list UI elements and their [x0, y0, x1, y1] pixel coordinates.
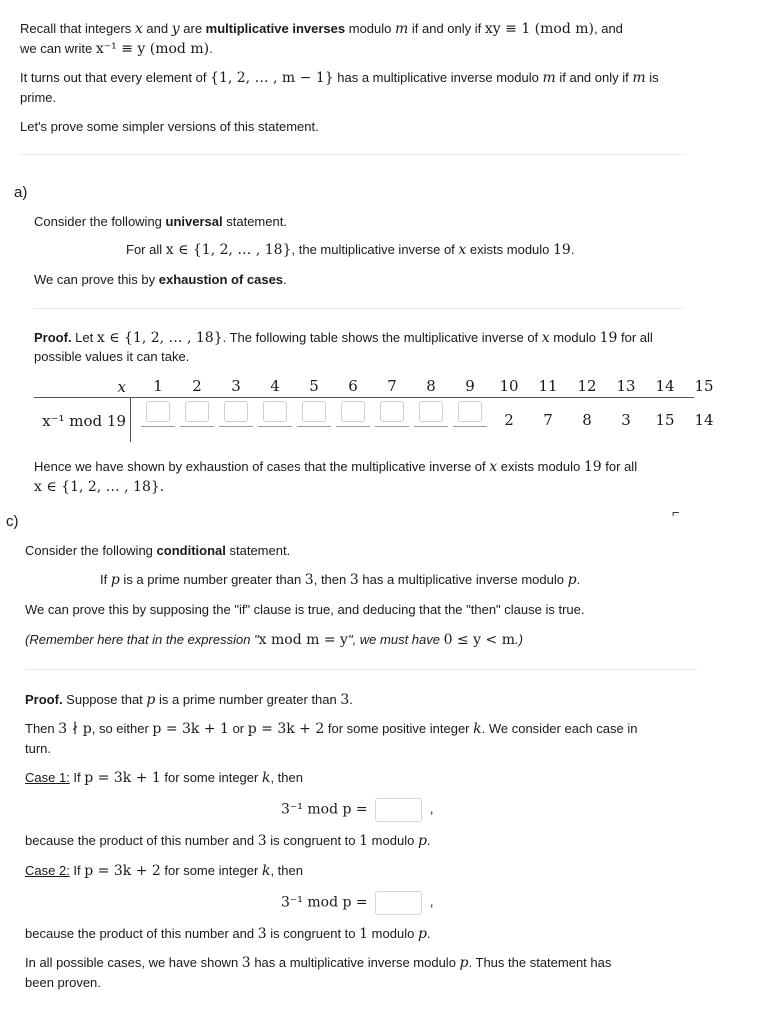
part-a-proof-line-2: possible values it can take. — [34, 349, 190, 364]
case-1-line: Case 1: If p = 3k + 1 for some integer k, then — [25, 770, 303, 786]
part-c-then-line-2: turn. — [25, 741, 52, 756]
table-x-value: 5 — [309, 377, 319, 395]
intro-line-2: we can write x⁻¹ ≡ y (mod m). — [20, 41, 213, 57]
table-x-value: 10 — [499, 377, 519, 395]
divider — [25, 669, 697, 670]
input-underline — [414, 426, 448, 427]
part-c-consider: Consider the following conditional statement. — [25, 543, 291, 558]
input-underline — [219, 426, 253, 427]
table-x-value: 2 — [192, 377, 202, 395]
case-1-expression: 3⁻¹ mod p = , — [281, 798, 434, 822]
input-underline — [336, 426, 370, 427]
table-x-value: 3 — [231, 377, 241, 395]
table-x-value: 1 — [153, 377, 163, 395]
part-c-label: c) — [6, 513, 19, 530]
divider — [20, 154, 685, 155]
case-2-because: because the product of this number and 3 is congruent to 1 modulo p. — [25, 926, 431, 942]
case-1-answer-input[interactable] — [375, 798, 422, 822]
case-2-answer-input[interactable] — [375, 891, 422, 915]
input-underline — [180, 426, 214, 427]
table-x-value: 9 — [465, 377, 475, 395]
part-a-statement: For all x ∈ {1, 2, … , 18}, the multiplicative inverse of x exists modulo 19. — [126, 242, 575, 258]
input-underline — [258, 426, 292, 427]
inverse-input-9[interactable] — [458, 401, 482, 422]
inverse-input-3[interactable] — [224, 401, 248, 422]
table-inverse-value: 8 — [582, 411, 592, 429]
inverse-input-5[interactable] — [302, 401, 326, 422]
inverse-input-2[interactable] — [185, 401, 209, 422]
case-2-expression: 3⁻¹ mod p = , — [281, 891, 434, 915]
intro-line-1: Recall that integers x and y are multiplicative inverses modulo m if and only if xy ≡ 1 (mod m), and — [20, 21, 623, 37]
part-a-method: We can prove this by exhaustion of cases. — [34, 272, 287, 287]
part-c-remember: (Remember here that in the expression "x mod m = y", we must have 0 ≤ y < m.) — [25, 632, 523, 648]
table-x-value: 11 — [538, 377, 558, 395]
input-underline — [375, 426, 409, 427]
final-line-1: In all possible cases, we have shown 3 has a multiplicative inverse modulo p. Thus the statement has — [25, 955, 612, 971]
part-a-hence-line-2: x ∈ {1, 2, … , 18}. — [34, 479, 165, 495]
intro-line-3: It turns out that every element of {1, 2, … , m − 1} has a multiplicative inverse modulo m if and only if m is — [20, 70, 659, 86]
inverse-input-4[interactable] — [263, 401, 287, 422]
intro-line-4: prime. — [20, 90, 57, 105]
table-x-value: 13 — [616, 377, 636, 395]
part-c-proof-line: Proof. Suppose that p is a prime number greater than 3. — [25, 692, 353, 708]
part-a-label: a) — [14, 184, 28, 201]
table-x-value: 14 — [655, 377, 675, 395]
table-inverse-value: 15 — [655, 411, 675, 429]
table-header-label: x — [117, 378, 126, 396]
table-inverse-value: 14 — [694, 411, 714, 429]
table-x-value: 7 — [387, 377, 397, 395]
part-c-method: We can prove this by supposing the "if" clause is true, and deducing that the "then" clause is true. — [25, 602, 585, 617]
table-x-value: 15 — [694, 377, 714, 395]
inverse-table — [34, 374, 714, 454]
case-1-because: because the product of this number and 3 is congruent to 1 modulo p. — [25, 833, 431, 849]
table-x-value: 6 — [348, 377, 358, 395]
table-divider — [130, 397, 131, 442]
final-line-2: been proven. — [25, 975, 101, 990]
intro-line-5: Let's prove some simpler versions of this statement. — [20, 119, 319, 134]
table-inverse-value: 2 — [504, 411, 514, 429]
part-c-statement: If p is a prime number greater than 3, then 3 has a multiplicative inverse modulo p. — [100, 572, 581, 588]
part-a-consider: Consider the following universal statement. — [34, 214, 287, 229]
table-inverse-value: 7 — [543, 411, 553, 429]
inverse-input-8[interactable] — [419, 401, 443, 422]
input-underline — [297, 426, 331, 427]
inverse-input-6[interactable] — [341, 401, 365, 422]
input-underline — [141, 426, 175, 427]
inverse-input-7[interactable] — [380, 401, 404, 422]
collapse-icon[interactable]: ⌐ — [672, 505, 680, 520]
table-x-value: 12 — [577, 377, 597, 395]
part-a-proof-line-1: Proof. Let x ∈ {1, 2, … , 18}. The following table shows the multiplicative inverse of x modulo 19 for all — [34, 330, 653, 346]
divider — [34, 308, 685, 309]
inverse-input-1[interactable] — [146, 401, 170, 422]
table-rule — [34, 397, 694, 398]
table-x-value: 8 — [426, 377, 436, 395]
table-x-value: 4 — [270, 377, 280, 395]
input-underline — [453, 426, 487, 427]
part-c-then-line-1: Then 3 ∤ p, so either p = 3k + 1 or p = 3k + 2 for some positive integer k. We consider each case in — [25, 721, 638, 737]
case-2-line: Case 2: If p = 3k + 2 for some integer k, then — [25, 863, 303, 879]
table-inverse-value: 3 — [621, 411, 631, 429]
table-row-label: x⁻¹ mod 19 — [42, 412, 126, 430]
part-a-hence-line-1: Hence we have shown by exhaustion of cases that the multiplicative inverse of x exists modulo 19 for all — [34, 459, 638, 475]
